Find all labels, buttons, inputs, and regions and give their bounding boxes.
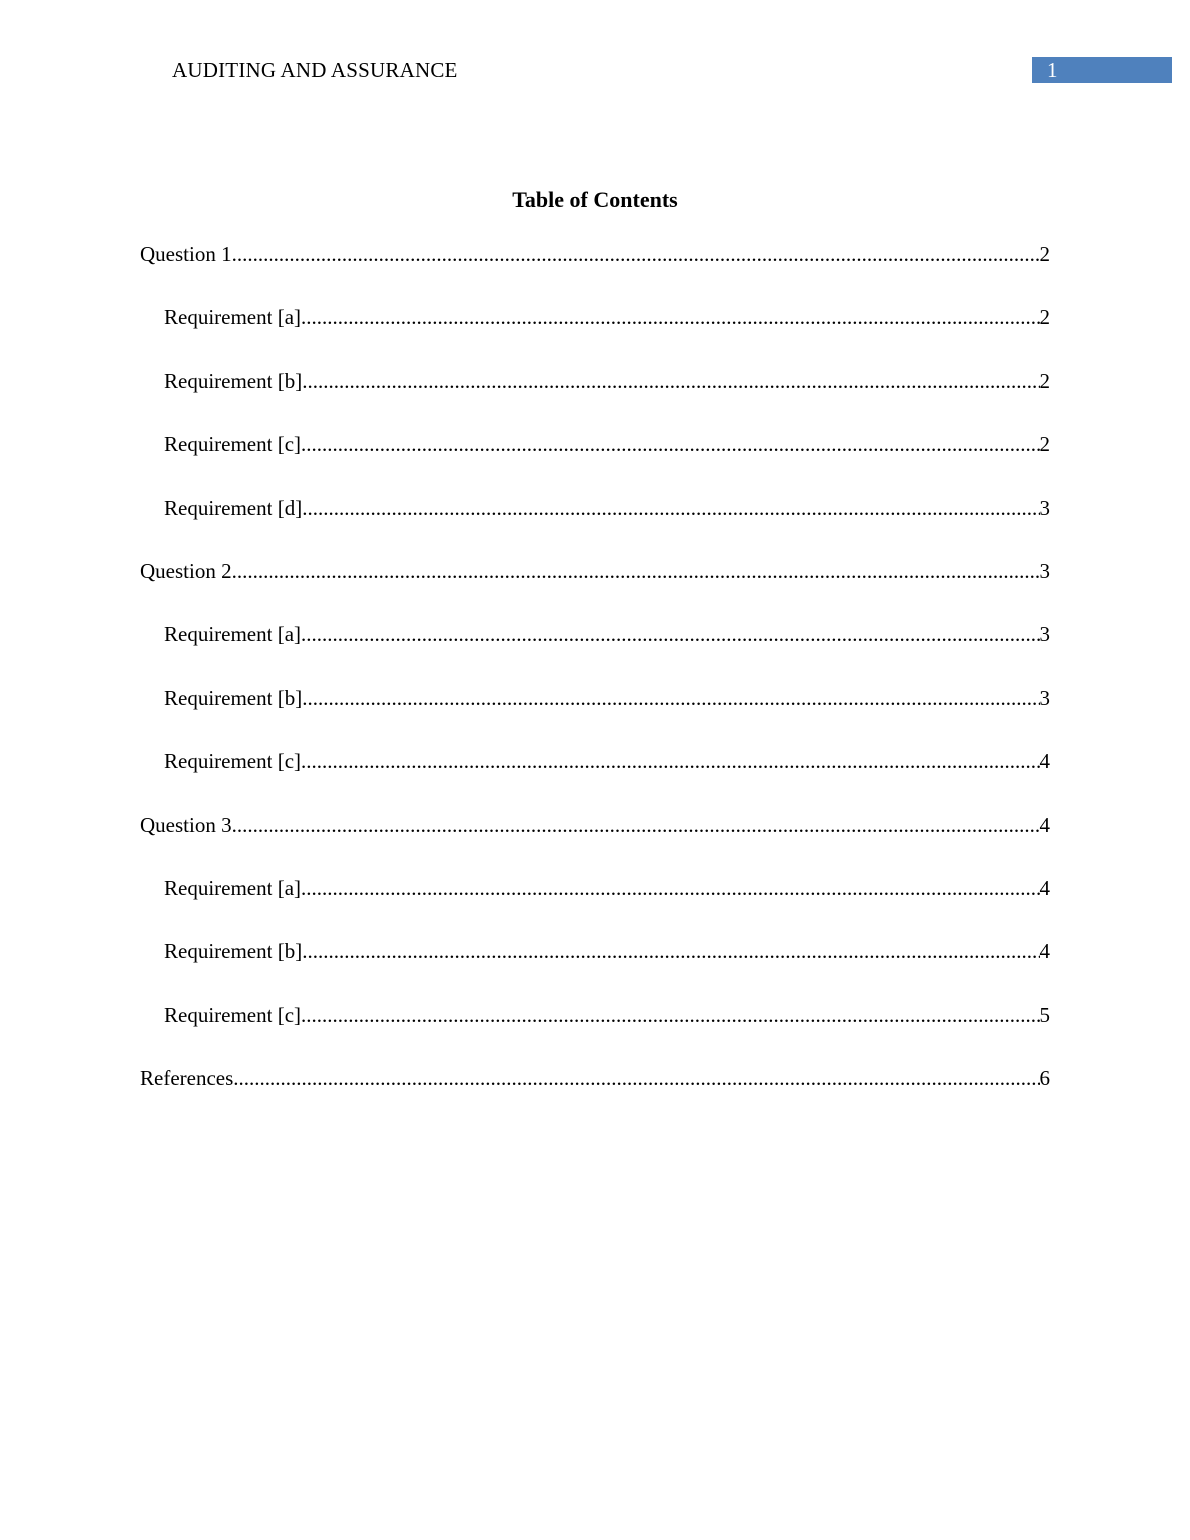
toc-dot-leader <box>302 684 1039 712</box>
toc-entry-page: 2 <box>1039 368 1050 393</box>
toc-entry-label: Requirement [a] <box>164 305 302 330</box>
running-head: AUDITING AND ASSURANCE <box>172 58 458 82</box>
toc-entry-page: 6 <box>1039 1066 1050 1091</box>
toc-entry-page: 3 <box>1039 495 1050 520</box>
toc-entry-label: Requirement [a] <box>164 875 302 900</box>
toc-dot-leader <box>232 557 1040 585</box>
toc-entry-label: References <box>140 1066 234 1091</box>
toc-entry-q1-requirement-d[interactable] <box>140 494 1050 557</box>
toc-entry-label: Requirement [a] <box>164 622 302 647</box>
toc-dot-leader <box>301 1001 1039 1029</box>
toc-entry-question-1[interactable] <box>140 240 1050 303</box>
toc-dot-leader <box>301 303 1039 331</box>
toc-dot-leader <box>301 874 1039 902</box>
toc-entry-page: 3 <box>1039 685 1050 710</box>
page-number-badge <box>1032 57 1172 83</box>
toc-entry-page: 4 <box>1039 749 1050 774</box>
toc-entry-label: Requirement [b] <box>164 685 303 710</box>
toc-entry-page: 3 <box>1039 558 1050 583</box>
table-of-contents <box>140 240 1050 1127</box>
toc-entry-q1-requirement-c[interactable] <box>140 430 1050 493</box>
toc-entry-label: Requirement [b] <box>164 939 303 964</box>
toc-entry-question-2[interactable] <box>140 557 1050 620</box>
toc-entry-label: Requirement [b] <box>164 368 303 393</box>
toc-entry-question-3[interactable] <box>140 811 1050 874</box>
toc-dot-leader <box>233 1064 1039 1092</box>
toc-entry-q1-requirement-a[interactable] <box>140 303 1050 366</box>
toc-entry-label: Question 3 <box>140 812 232 837</box>
toc-entry-page: 2 <box>1039 432 1050 457</box>
toc-entry-label: Question 1 <box>140 242 232 266</box>
toc-entry-label: Requirement [c] <box>164 749 302 774</box>
toc-dot-leader <box>302 494 1039 522</box>
toc-entry-page: 2 <box>1039 242 1050 266</box>
toc-dot-leader <box>302 367 1039 395</box>
toc-entry-label: Requirement [c] <box>164 432 302 457</box>
toc-dot-leader <box>302 937 1039 965</box>
toc-entry-page: 5 <box>1039 1002 1050 1027</box>
page-number: 1 <box>1047 58 1058 82</box>
toc-entry-q3-requirement-b[interactable] <box>140 937 1050 1000</box>
toc-entry-page: 4 <box>1039 875 1050 900</box>
toc-dot-leader <box>232 811 1040 839</box>
toc-entry-q2-requirement-a[interactable] <box>140 620 1050 683</box>
toc-entry-page: 3 <box>1039 622 1050 647</box>
toc-entry-page: 4 <box>1039 812 1050 837</box>
toc-entry-q3-requirement-c[interactable] <box>140 1001 1050 1064</box>
toc-entry-label: Requirement [c] <box>164 1002 302 1027</box>
toc-entry-page: 4 <box>1039 939 1050 964</box>
toc-dot-leader <box>301 620 1039 648</box>
toc-dot-leader <box>301 430 1039 458</box>
toc-entry-q3-requirement-a[interactable] <box>140 874 1050 937</box>
toc-entry-label: Requirement [d] <box>164 495 303 520</box>
toc-title: Table of Contents <box>512 187 678 212</box>
toc-entry-q2-requirement-b[interactable] <box>140 684 1050 747</box>
toc-entry-q2-requirement-c[interactable] <box>140 747 1050 810</box>
toc-entry-q1-requirement-b[interactable] <box>140 367 1050 430</box>
toc-entry-page: 2 <box>1039 305 1050 330</box>
toc-dot-leader <box>301 747 1039 775</box>
toc-dot-leader <box>232 240 1040 268</box>
toc-entry-label: Question 2 <box>140 558 232 583</box>
toc-entry-references[interactable] <box>140 1064 1050 1127</box>
